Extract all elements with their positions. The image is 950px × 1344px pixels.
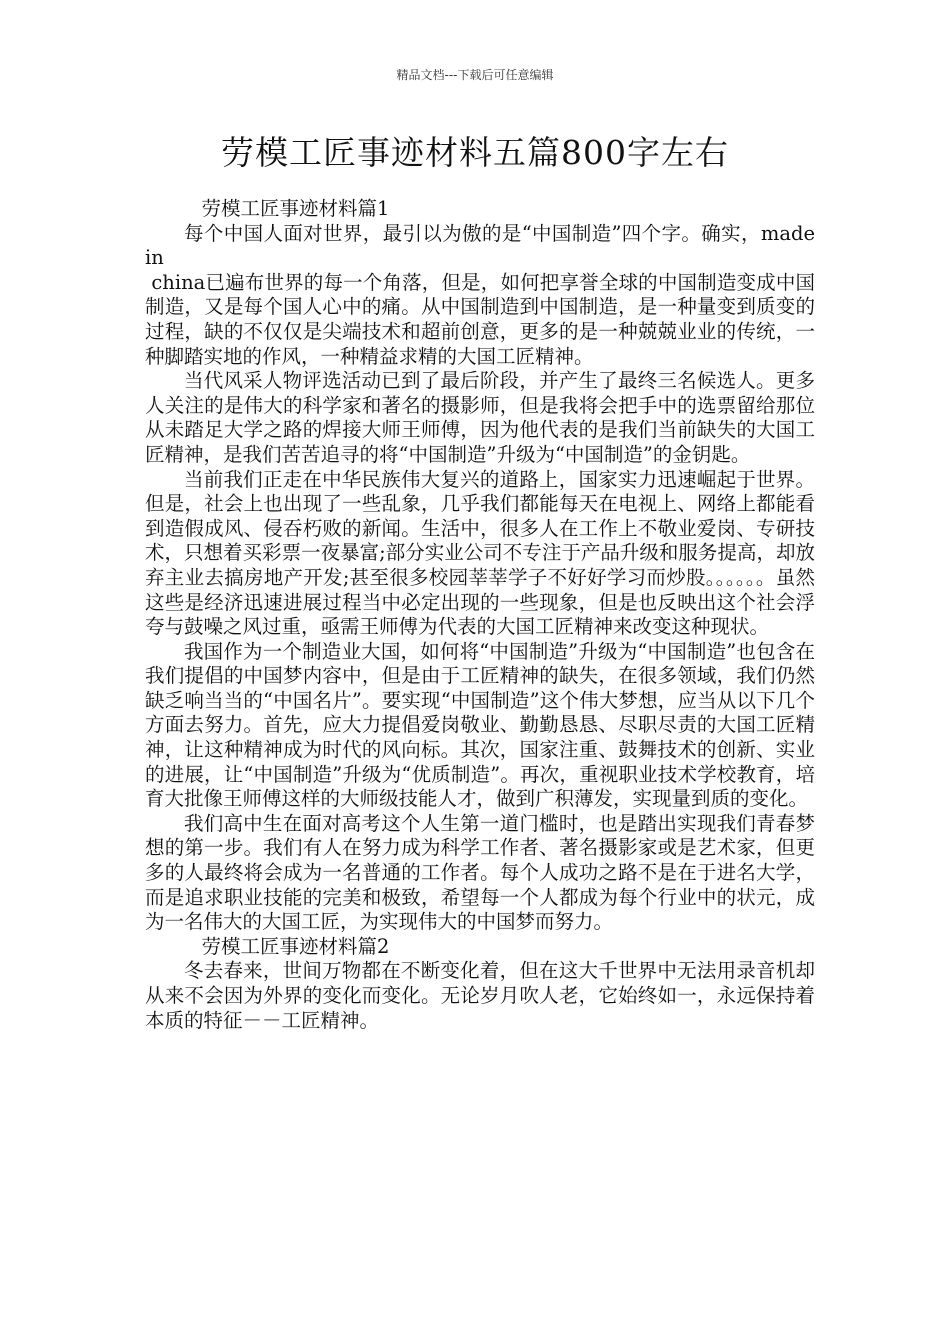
paragraph-1-line-1: 每个中国人面对世界，最引以为傲的是“中国制造”四个字。确实，made in xyxy=(145,221,815,270)
paragraph-1 xyxy=(145,222,815,370)
paragraph-5: 我们高中生在面对高考这个人生第一道门槛时，也是踏出实现我们青春梦想的第一步。我们有人在努力成为科学工作者、著名摄影家或是艺术家，但更多的人最终将会成为一名普通的工作者。每个人成功之路不是在于进名大学，而是追求职业技能的完美和极致，希望每一个人都成为每个行业中的状元，成为一名伟大的大国工匠，为实现伟大的中国梦而努力。 xyxy=(145,811,815,934)
paragraph-4: 我国作为一个制造业大国，如何将“中国制造”升级为“中国制造”也包含在我们提倡的中国梦内容中，但是由于工匠精神的缺失，在很多领域，我们仍然缺乏响当当的“中国名片”。要实现“中国制造”这个伟大梦想，应当从以下几个方面去努力。首先，应大力提倡爱岗敬业、勤勤恳恳、尽职尽责的大国工匠精神，让这种精神成为时代的风向标。其次，国家注重、鼓舞技术的创新、实业的进展，让“中国制造”升级为“优质制造”。再次，重视职业技术学校教育，培育大批像王师傅这样的大师级技能人才，做到广积薄发，实现量到质的变化。 xyxy=(145,639,815,811)
document-title: 劳模工匠事迹材料五篇800字左右 xyxy=(221,133,729,172)
document-body xyxy=(145,197,815,1033)
running-header: 精品文档---下载后可任意编辑 xyxy=(396,68,554,82)
paragraph-1-line-2: china已遍布世界的每一个角落，但是，如何把享誉全球的中国制造变成中国制造，又是每个国人心中的痛。从中国制造到中国制造，是一种量变到质变的过程，缺的不仅仅是尖端技术和超前创意，更多的是一种兢兢业业的传统，一种脚踏实地的作风，一种精益求精的大国工匠精神。 xyxy=(145,270,815,368)
section-heading-1: 劳模工匠事迹材料篇1 xyxy=(201,197,390,220)
section-heading-2: 劳模工匠事迹材料篇2 xyxy=(201,934,390,958)
paragraph-6: 冬去春来，世间万物都在不断变化着，但在这大千世界中无法用录音机却从来不会因为外界的变化而变化。无论岁月吹人老，它始终如一，永远保持着本质的特征－－工匠精神。 xyxy=(145,959,815,1032)
paragraph-3: 当前我们正走在中华民族伟大复兴的道路上，国家实力迅速崛起于世界。但是，社会上也出现了一些乱象，几乎我们都能每天在电视上、网络上都能看到造假成风、侵吞朽败的新闻。生活中，很多人在工作上不敬业爱岗、专研技术，只想着买彩票一夜暴富;部分实业公司不专注于产品升级和服务提高，却放弃主业去搞房地产开发;甚至很多校园莘莘学子不好好学习而炒股。。。。。。虽然这些是经济迅速进展过程当中必定出现的一些现象，但是也反映出这个社会浮夸与鼓噪之风过重，亟需王师傅为代表的大国工匠精神来改变这种现状。 xyxy=(145,467,815,639)
paragraph-2: 当代风采人物评选活动已到了最后阶段，并产生了最终三名候选人。更多人关注的是伟大的科学家和著名的摄影师，但是我将会把手中的选票留给那位从未踏足大学之路的焊接大师王师傅，因为他代表的是我们当前缺失的大国工匠精神，是我们苦苦追寻的将“中国制造”升级为“中国制造”的金钥匙。 xyxy=(145,369,815,466)
